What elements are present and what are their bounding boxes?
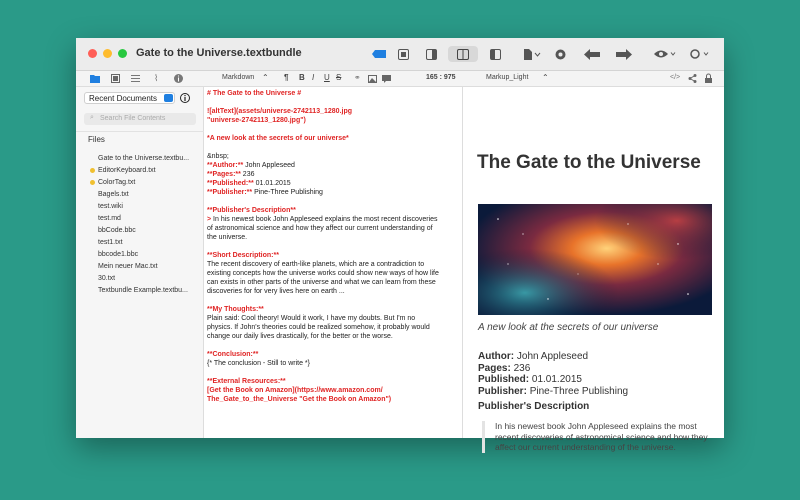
editor-line: *A new look at the secrets of our universe* <box>207 135 349 142</box>
comment-icon[interactable] <box>382 75 391 83</box>
back-button[interactable] <box>582 46 602 62</box>
link-icon[interactable]: ⚭ <box>354 73 361 82</box>
file-list-item[interactable] <box>98 153 202 165</box>
split-view-icon <box>457 49 469 60</box>
title-bar <box>76 38 724 71</box>
editor-line: **Short Description:** <box>207 252 279 259</box>
file-name: Bagels.txt <box>98 191 129 198</box>
document-icon <box>523 49 541 60</box>
editor-line: **Author:** John Appleseed <box>207 162 295 169</box>
split-view-button[interactable] <box>448 46 478 62</box>
right-pane-button[interactable] <box>422 46 440 62</box>
published-value: 01.01.2015 <box>531 374 582 385</box>
editor-line: Plain said: Cool theory! Would it work, I have my doubts. But I'm no <box>207 315 416 322</box>
right-pane-icon <box>426 49 437 60</box>
color-tag-dot <box>90 168 95 173</box>
editor-line: can exists in other parts of the universe and what we can learn from these <box>207 279 436 286</box>
file-list <box>98 153 202 297</box>
editor-line: **Publisher's Description** <box>207 207 296 214</box>
style-chevron-icon: ⌃ <box>542 73 549 82</box>
file-list-item[interactable] <box>98 285 202 297</box>
file-list-item[interactable] <box>98 189 202 201</box>
paragraph-button[interactable]: ¶ <box>284 73 289 82</box>
editor-line: **Publisher:** Pine-Three Publishing <box>207 189 323 196</box>
dropdown-chevron-icon <box>164 94 173 102</box>
file-list-item[interactable] <box>98 249 202 261</box>
back-arrow-icon <box>584 49 600 60</box>
left-pane-button[interactable] <box>486 46 504 62</box>
editor-line: **Published:** 01.01.2015 <box>207 180 291 187</box>
author-value: John Appleseed <box>516 351 589 362</box>
editor-line: change our daily lives drastically, for the better or the worse. <box>207 333 393 340</box>
zoom-button[interactable] <box>118 49 127 58</box>
inbox-icon[interactable] <box>111 74 120 83</box>
forward-arrow-icon <box>616 49 632 60</box>
publisher-value: Pine-Three Publishing <box>529 385 629 397</box>
underline-button[interactable]: U <box>324 73 330 82</box>
window-title: Gate to the Universe.textbundle <box>136 47 302 59</box>
file-name: bbcode1.bbc <box>98 251 139 258</box>
close-button[interactable] <box>88 49 97 58</box>
file-list-item[interactable] <box>98 237 202 249</box>
file-list-item[interactable] <box>98 213 202 225</box>
editor-line: The_Gate_to_the_Universe "Get the Book on Amazon") <box>207 396 392 403</box>
share-icon[interactable] <box>688 74 697 83</box>
lock-icon[interactable] <box>704 74 713 83</box>
window-controls <box>88 49 127 58</box>
eye-icon <box>654 49 676 59</box>
editor-line: discoveries for for very lives here on earth ... <box>207 288 345 295</box>
export-button[interactable] <box>520 46 544 62</box>
universe-image <box>478 204 712 315</box>
editor-line: # The Gate to the Universe # <box>207 90 302 97</box>
editor-line: > In his newest book John Appleseed explains the most recent discoveries <box>207 216 438 223</box>
editor-line: &nbsp; <box>207 153 229 160</box>
section-heading: Publisher's Description <box>478 401 590 412</box>
search-placeholder: Search File Contents <box>100 115 166 122</box>
single-pane-button[interactable] <box>394 46 412 62</box>
info-circle-icon[interactable] <box>180 93 190 103</box>
file-list-item[interactable] <box>98 273 202 285</box>
editor-line: **Conclusion:** <box>207 351 259 358</box>
editor-line: existing concepts how the universe works could show new ways of how life <box>207 270 439 277</box>
image-icon[interactable] <box>368 75 377 83</box>
syntax-mode-select[interactable]: Markdown <box>222 74 255 81</box>
pages-value: 236 <box>513 362 531 374</box>
editor-line: **External Resources:** <box>207 378 286 385</box>
file-name: EditorKeyboard.txt <box>98 167 156 174</box>
left-pane-icon <box>490 49 501 60</box>
word-count: 165 : 975 <box>426 74 456 81</box>
strikethrough-button[interactable]: S <box>336 73 342 82</box>
editor-line: **My Thoughts:** <box>207 306 264 313</box>
preview-blockquote: In his newest book John Appleseed explains the most recent discoveries of astronomical science and how they affect our current understanding of the universe. <box>482 421 708 453</box>
recent-documents-dropdown[interactable] <box>84 92 175 104</box>
color-tag-dot <box>90 180 95 185</box>
folder-icon[interactable] <box>90 74 100 83</box>
editor-line: the universe. <box>207 234 248 241</box>
bold-button[interactable]: B <box>299 73 305 82</box>
editor-line: physics. If John's theories could be realized somehow, it probably would <box>207 324 430 331</box>
syntax-chevron-icon: ⌃ <box>262 73 269 82</box>
file-name: test.md <box>98 215 121 222</box>
file-name: Textbundle Example.textbu... <box>98 287 188 294</box>
editor-line: **Pages:** 236 <box>207 171 255 178</box>
author-label: Author: <box>478 351 515 362</box>
tag-icon-button[interactable] <box>370 46 388 62</box>
secondary-toolbar <box>76 71 724 87</box>
editor-line: ![altText](assets/universe-2742113_1280.jpg <box>207 108 353 115</box>
app-window <box>76 38 724 452</box>
file-name: test1.txt <box>98 239 123 246</box>
file-name: bbCode.bbc <box>98 227 136 234</box>
italic-button[interactable]: I <box>312 73 315 82</box>
file-name: Mein neuer Mac.txt <box>98 263 158 270</box>
single-pane-icon <box>398 49 409 60</box>
preview-toggle-button[interactable] <box>652 46 678 62</box>
publisher-label: Publisher: <box>478 385 527 397</box>
tag-icon <box>372 50 386 58</box>
search-icon: ⌕ <box>90 114 94 121</box>
paperclip-icon[interactable]: ⌇ <box>154 73 159 83</box>
minimize-button[interactable] <box>103 49 112 58</box>
style-select[interactable]: Markup_Light <box>486 74 529 81</box>
record-icon <box>555 49 566 60</box>
file-list-item[interactable] <box>98 261 202 273</box>
file-list-item[interactable] <box>98 225 202 237</box>
editor-content <box>207 89 439 404</box>
preview-title: The Gate to the Universe <box>477 152 701 173</box>
files-header: Files <box>88 135 105 144</box>
pages-label: Pages: <box>478 362 511 374</box>
file-list-item[interactable] <box>98 165 202 177</box>
preview-caption: A new look at the secrets of our universe <box>478 322 659 333</box>
file-list-item[interactable] <box>98 201 202 213</box>
editor-line: "universe-2742113_1280.jpg") <box>207 117 306 124</box>
editor-line: [Get the Book on Amazon](https://www.amazon.com/ <box>207 387 383 394</box>
editor-line: of astronomical science and how they affect our current understanding of <box>207 225 433 232</box>
file-name: test.wiki <box>98 203 123 210</box>
file-name: 30.txt <box>98 275 116 282</box>
editor-line: The recent discovery of earth-like planets, which are a contradiction to <box>207 261 425 268</box>
file-sidebar <box>76 87 204 438</box>
search-field[interactable] <box>84 113 196 125</box>
forward-button[interactable] <box>614 46 634 62</box>
theme-menu-button[interactable] <box>688 46 714 62</box>
published-label: Published: <box>478 374 530 385</box>
nebula-image <box>478 204 712 315</box>
record-button[interactable] <box>552 46 568 62</box>
file-list-item[interactable] <box>98 177 202 189</box>
preview-meta <box>478 351 628 397</box>
markdown-editor[interactable] <box>205 87 463 438</box>
dropdown-label: Recent Documents <box>89 94 158 103</box>
preview-pane <box>464 87 724 452</box>
file-name: ColorTag.txt <box>98 179 136 186</box>
editor-line: {* The conclusion - Still to write *} <box>207 360 310 367</box>
file-name: Gate to the Universe.textbu... <box>98 155 190 162</box>
list-icon[interactable] <box>131 74 140 83</box>
info-icon[interactable] <box>174 74 183 83</box>
circle-icon <box>690 49 712 59</box>
code-icon[interactable]: </> <box>670 74 681 81</box>
